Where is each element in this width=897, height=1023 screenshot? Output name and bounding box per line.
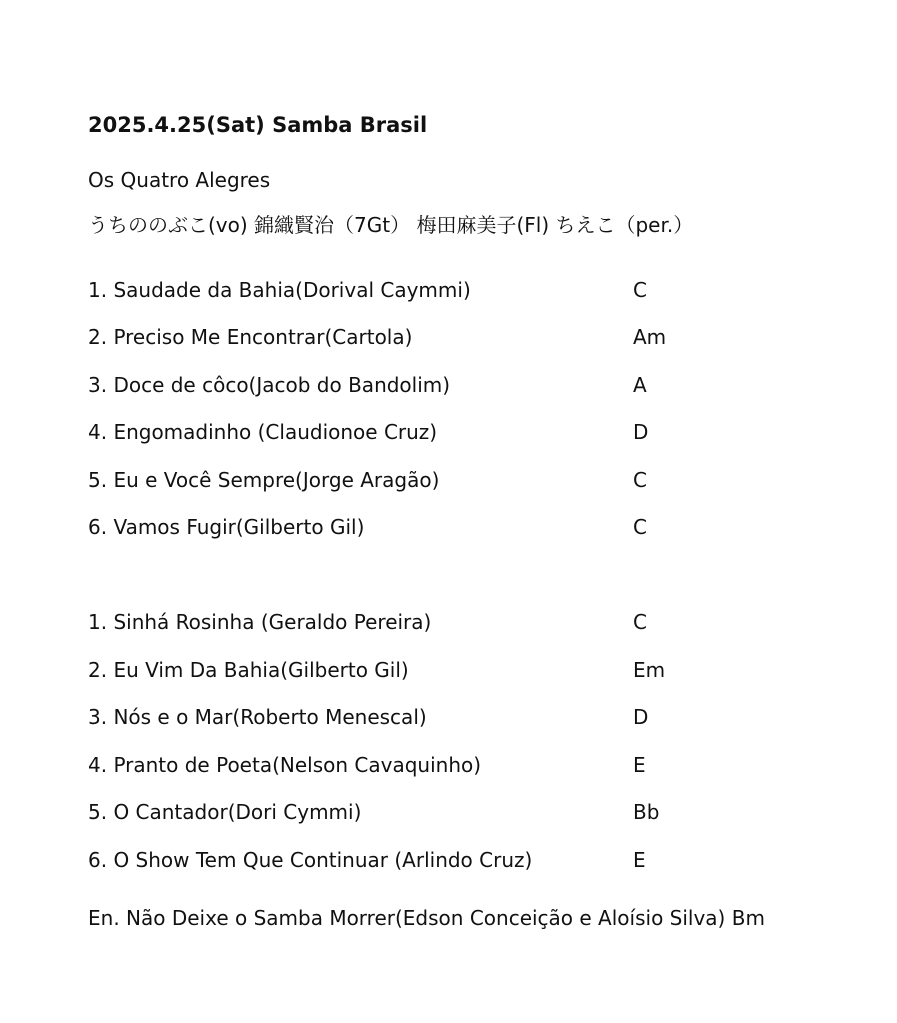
set2-song-key: Bb xyxy=(633,800,660,824)
set1-song-title: 3. Doce de côco(Jacob do Bandolim) xyxy=(88,373,451,397)
set1-song-key: A xyxy=(633,373,647,397)
encore-song: En. Não Deixe o Samba Morrer(Edson Conceição e Aloísio Silva) Bm xyxy=(88,906,765,930)
set1-song-title: 5. Eu e Você Sempre(Jorge Aragão) xyxy=(88,468,440,492)
set1-song-title: 6. Vamos Fugir(Gilberto Gil) xyxy=(88,515,365,539)
set2-song-title: 1. Sinhá Rosinha (Geraldo Pereira) xyxy=(88,610,432,634)
set1-song-key: C xyxy=(633,468,647,492)
set1-song-key: C xyxy=(633,278,647,302)
set2-song-title: 6. O Show Tem Que Continuar (Arlindo Cruz) xyxy=(88,848,533,872)
set2-song-title: 5. O Cantador(Dori Cymmi) xyxy=(88,800,362,824)
set2-song-key: E xyxy=(633,848,646,872)
set1-song-title: 1. Saudade da Bahia(Dorival Caymmi) xyxy=(88,278,471,302)
event-title: 2025.4.25(Sat) Samba Brasil xyxy=(88,113,428,137)
set2-song-title: 3. Nós e o Mar(Roberto Menescal) xyxy=(88,705,427,729)
set2-song-key: C xyxy=(633,610,647,634)
set2-song-title: 2. Eu Vim Da Bahia(Gilberto Gil) xyxy=(88,658,409,682)
set2-song-key: Em xyxy=(633,658,666,682)
set1-song-key: D xyxy=(633,420,649,444)
set2-song-key: D xyxy=(633,705,649,729)
band-members: うちののぶこ(vo) 錦織賢治（7Gt） 梅田麻美子(Fl) ちえこ（per.） xyxy=(88,213,694,237)
set1-song-title: 2. Preciso Me Encontrar(Cartola) xyxy=(88,325,413,349)
set2-song-title: 4. Pranto de Poeta(Nelson Cavaquinho) xyxy=(88,753,482,777)
set1-song-key: C xyxy=(633,515,647,539)
set1-song-title: 4. Engomadinho (Claudionoe Cruz) xyxy=(88,420,438,444)
band-name: Os Quatro Alegres xyxy=(88,168,271,192)
set2-song-key: E xyxy=(633,753,646,777)
set1-song-key: Am xyxy=(633,325,667,349)
